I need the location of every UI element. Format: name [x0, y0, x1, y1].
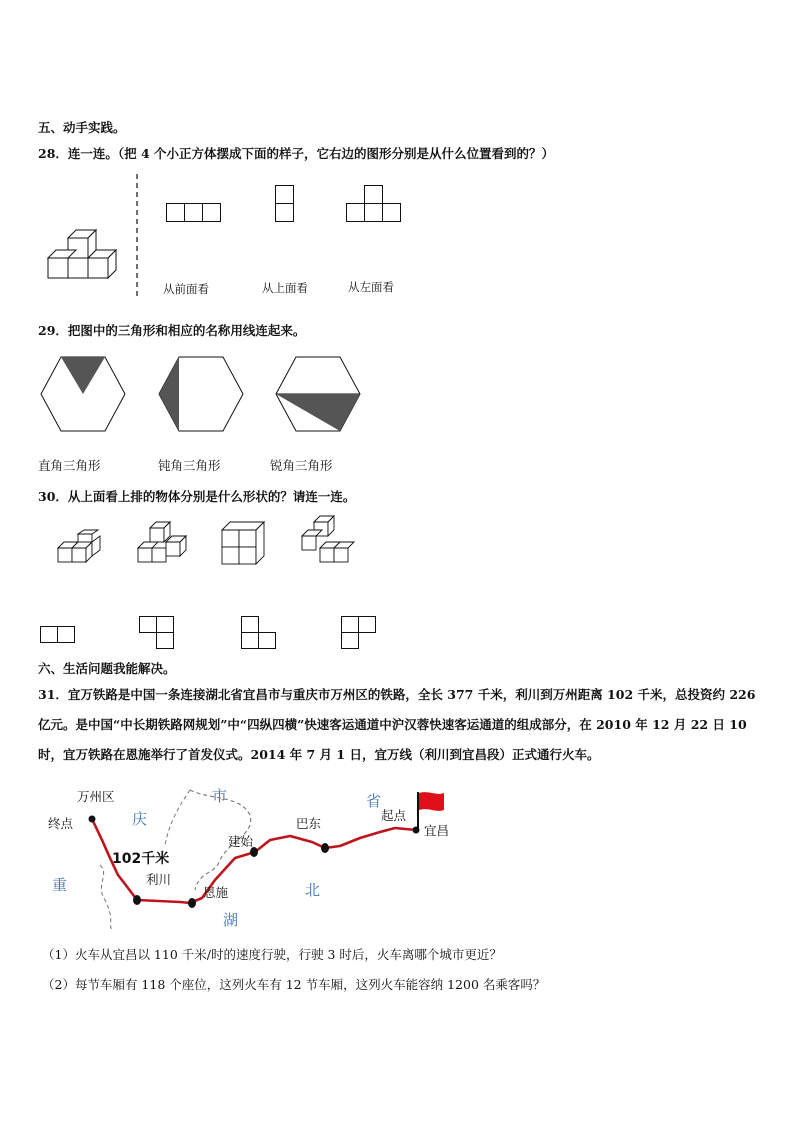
q30-top-view-a — [40, 626, 76, 644]
q29-label-right: 直角三角形 — [38, 458, 101, 473]
q30-object-1 — [56, 532, 104, 568]
map-label-enshi: 恩施 — [203, 885, 229, 900]
map-label-lichuan: 利川 — [146, 872, 172, 887]
map-region-char-chong: 重 — [52, 876, 68, 894]
q30-object-4 — [300, 514, 354, 570]
q29-hexagon-acute-triangle — [275, 356, 361, 432]
station-badong-dot — [321, 843, 329, 853]
map-label-distance: 102千米 — [112, 851, 170, 867]
q31-sub-question-2: （2）每节车厢有 118 个座位，这列火车有 12 节车厢，这列火车能容纳 1200 名乘客吗？ — [42, 977, 546, 992]
map-region-char-bei: 北 — [305, 881, 321, 899]
map-label-jianshi: 建始 — [228, 834, 254, 849]
q28-dashed-divider — [135, 174, 139, 298]
question-29-text: 29．把图中的三角形和相应的名称用线连起来。 — [38, 323, 306, 338]
section-6-title: 六、生活问题我能解决。 — [38, 661, 176, 676]
q28-label-top: 从上面看 — [262, 281, 308, 295]
station-lichuan-dot — [133, 895, 141, 905]
map-region-char-sheng: 省 — [366, 792, 382, 810]
q28-view-c-t-shape — [346, 185, 402, 223]
q29-hexagon-obtuse-triangle — [158, 356, 244, 432]
q29-hexagon-right-triangle — [40, 356, 126, 432]
q30-top-view-c — [241, 616, 277, 650]
q28-view-b-two-stacked — [275, 185, 295, 223]
station-wanzhou-dot — [89, 816, 96, 823]
q28-label-left: 从左面看 — [348, 280, 394, 294]
section-5-title: 五、动手实践。 — [38, 120, 126, 135]
q28-label-front: 从前面看 — [163, 282, 209, 296]
q31-sub-question-1: （1）火车从宜昌以 110 千米/时的速度行驶，行驶 3 时后，火车离哪个城市更近？ — [42, 947, 502, 962]
map-region-char-qing: 庆 — [132, 810, 148, 828]
question-28-text: 28．连一连。（把 4 个小正方体摆成下面的样子，它右边的图形分别是从什么位置看到的？） — [38, 146, 555, 161]
q29-label-acute: 锐角三角形 — [270, 458, 333, 473]
q30-top-view-d — [341, 616, 377, 650]
q29-label-obtuse: 钝角三角形 — [158, 458, 221, 473]
station-enshi-dot — [188, 898, 196, 908]
map-label-start: 起点 — [381, 808, 407, 823]
q30-object-2 — [136, 520, 188, 572]
railway-map — [40, 780, 460, 930]
map-label-wanzhou: 万州区 — [77, 789, 115, 804]
question-30-text: 30．从上面看上排的物体分别是什么形状的？请连一连。 — [38, 489, 356, 504]
q28-cube-stack-figure — [44, 222, 124, 282]
map-label-badong: 巴东 — [296, 816, 322, 831]
map-region-char-shi: 市 — [212, 787, 228, 805]
map-label-yichang: 宜昌 — [424, 823, 450, 838]
map-label-terminus: 终点 — [48, 816, 74, 831]
q28-view-a-three-squares — [166, 203, 222, 223]
question-31-text: 31．宜万铁路是中国一条连接湖北省宜昌市与重庆市万州区的铁路，全长 377 千米，利川到万州距离 102 千米，总投资约 226 亿元。是中国“中长期铁路网规划”中“四纵四横”快速客运通道中沪汉蓉快速客运通道的组成部分，在 2010 年 12 月 22 日 10 时，宜万铁路在恩施举行了首发仪式。2014 年 7 月 1 日，宜万线（利川到宜昌段）正式通行火车。 — [38, 687, 756, 762]
q30-object-3 — [220, 520, 270, 570]
start-flag-icon — [419, 792, 444, 811]
map-region-char-hu: 湖 — [223, 911, 239, 929]
q30-top-view-b — [139, 616, 175, 650]
